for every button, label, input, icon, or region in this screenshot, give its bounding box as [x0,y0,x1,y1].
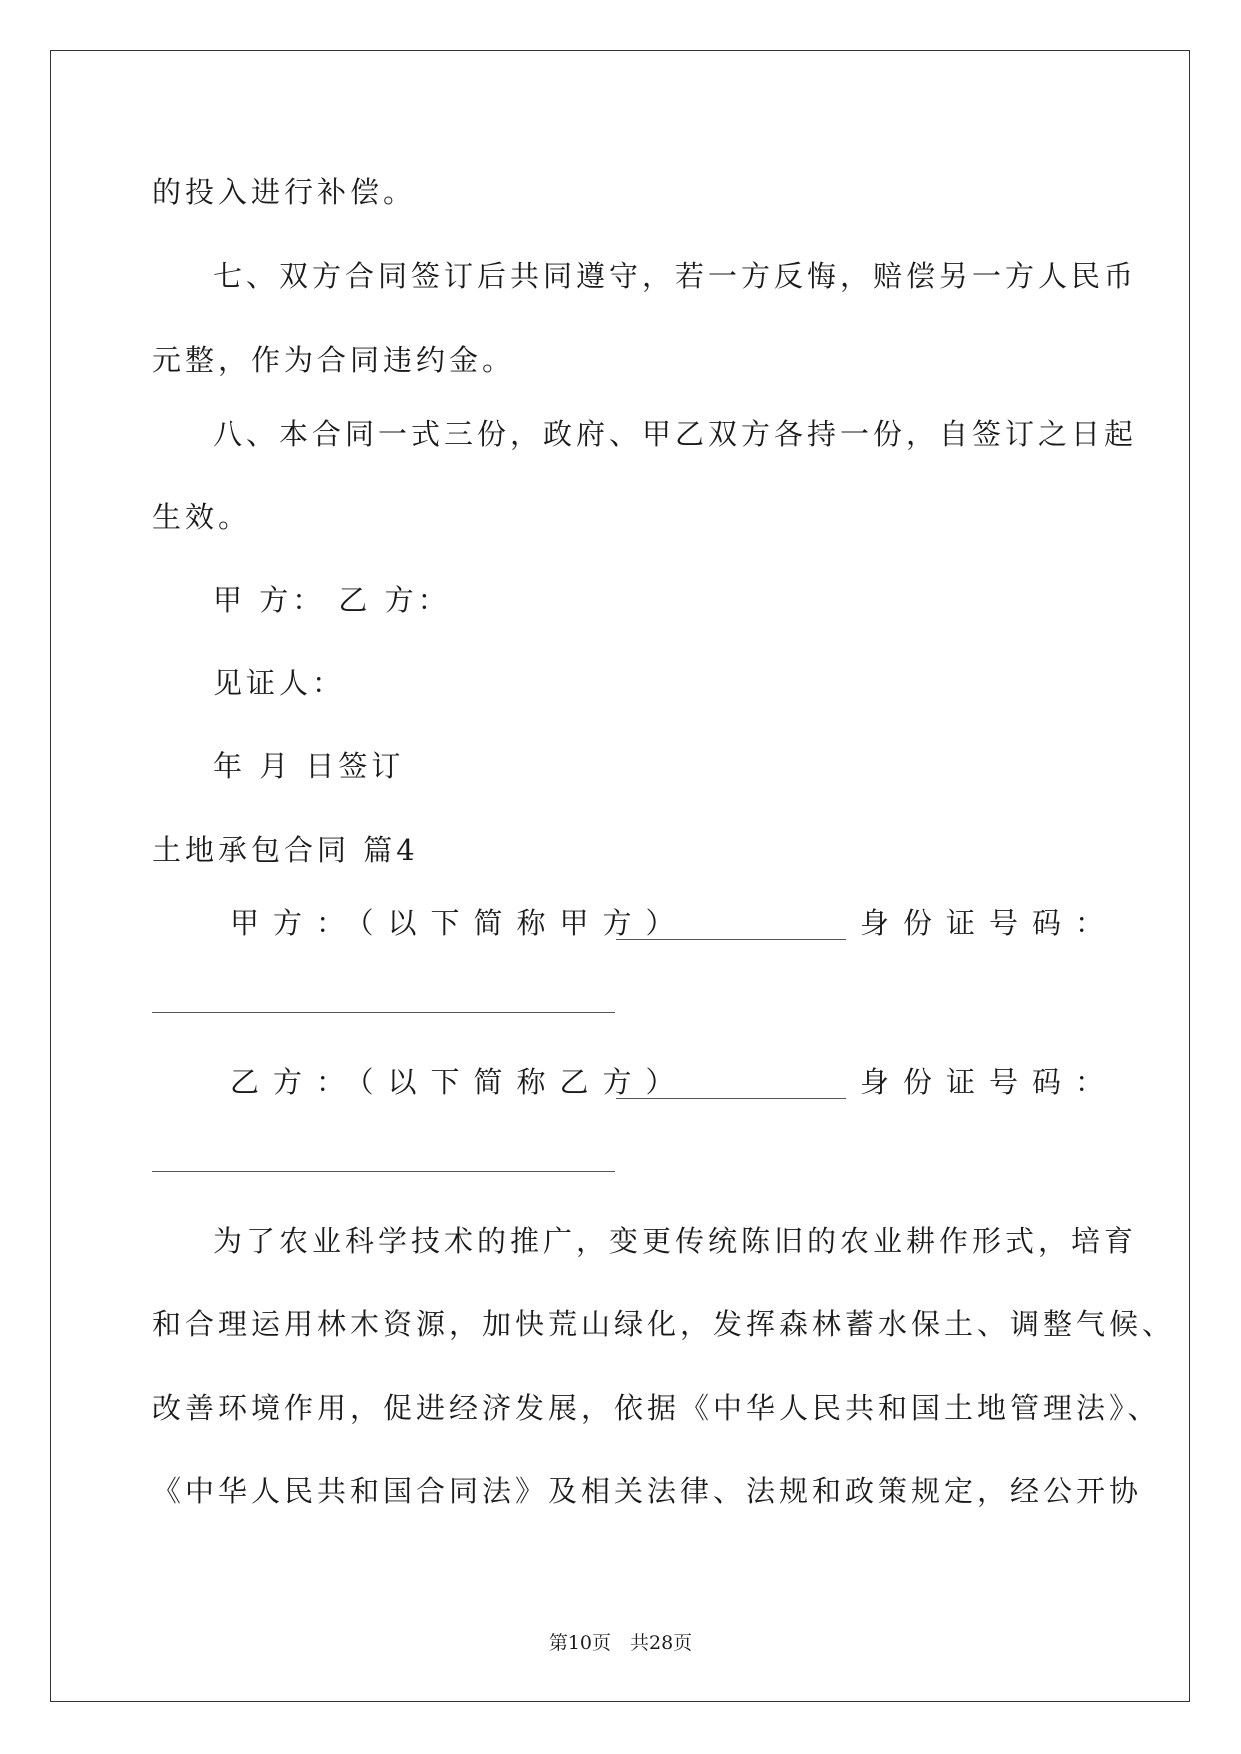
party-a-id-blank [152,1012,615,1013]
body-line-3: 改善环境作用，促进经济发展，依据《中华人民共和国土地管理法》、 [152,1391,1161,1425]
party-b-label: 乙方：（以下简称乙方） [230,1065,689,1099]
clause-eight-line-1: 八、本合同一式三份，政府、甲乙双方各持一份，自签订之日起 [213,417,1138,451]
clause-seven-line-2: 元整，作为合同违约金。 [152,343,516,377]
party-b-id-blank [152,1171,615,1172]
party-b-name-blank [616,1098,846,1099]
clause-eight-line-2: 生效。 [152,500,252,534]
page-frame [50,50,1190,1702]
signing-date-line: 年 月 日签订 [213,749,405,783]
body-line-2: 和合理运用林木资源，加快荒山绿化，发挥森林蓄水保土、调整气候、 [152,1307,1176,1341]
party-a-name-blank [616,939,846,940]
party-a-label: 甲方：（以下简称甲方） [230,906,689,940]
clause-seven-line-1: 七、双方合同签订后共同遵守，若一方反悔，赔偿另一方人民币 [213,259,1138,293]
body-line-1: 为了农业科学技术的推广，变更传统陈旧的农业耕作形式，培育 [213,1224,1138,1258]
party-b-id-label: 身份证号码： [860,1065,1119,1099]
body-line-4: 《中华人民共和国合同法》及相关法律、法规和政策规定，经公开协 [152,1474,1143,1508]
section-heading: 土地承包合同 篇4 [152,833,419,867]
witness-line: 见证人： [213,666,346,700]
text-line: 的投入进行补偿。 [152,175,417,209]
page-number-footer: 第10页 共28页 [548,1632,693,1654]
party-a-id-label: 身份证号码： [860,906,1119,940]
signature-parties: 甲 方： 乙 方： [213,583,451,617]
